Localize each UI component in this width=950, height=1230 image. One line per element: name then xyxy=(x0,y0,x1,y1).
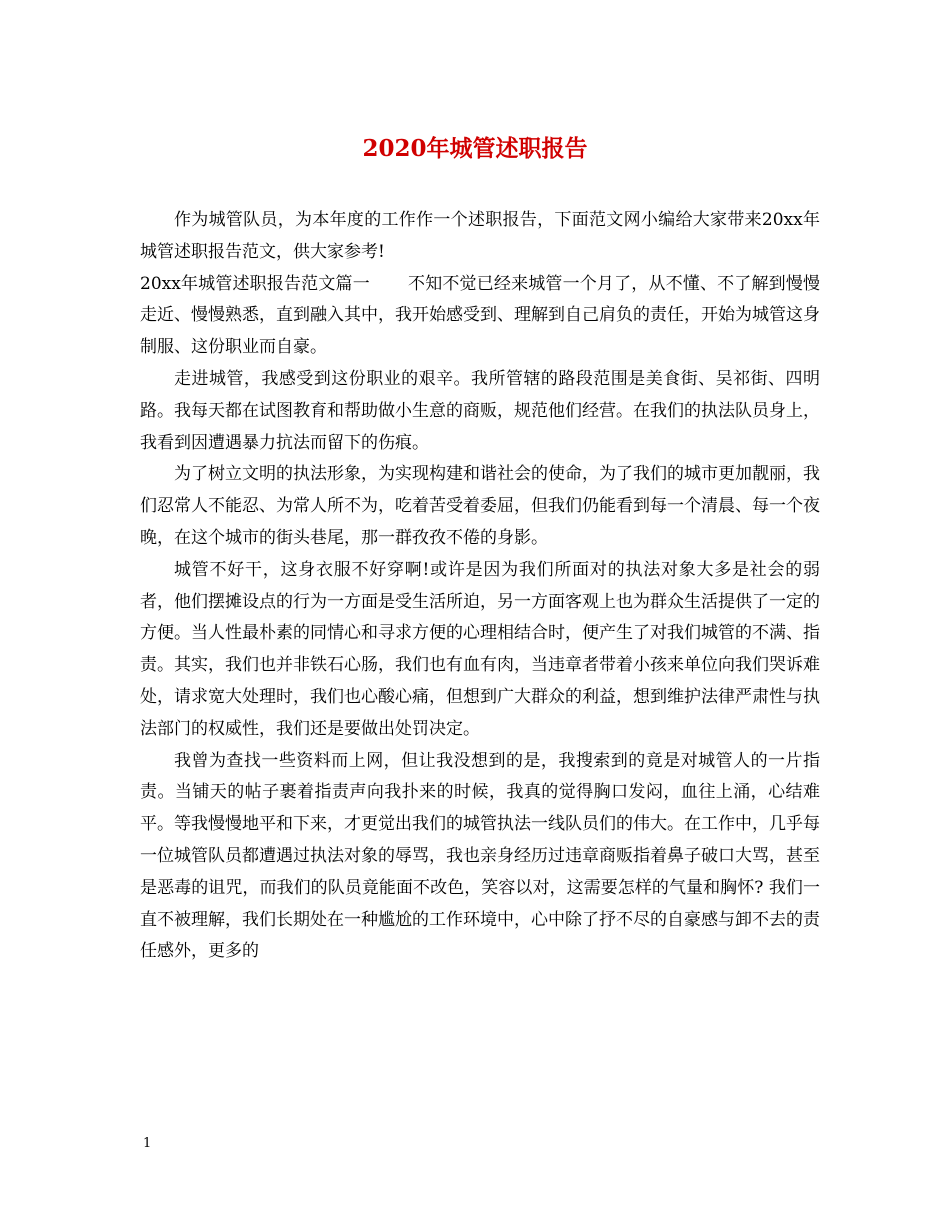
paragraph-section-one xyxy=(140,269,820,364)
section-text: 不知不觉已经来城管一个月了，从不懂、不了解到慢慢走近、慢慢熟悉，直到融入其中，我开始感受到、理解到自己肩负的责任，开始为城管这身制服、这份职业而自豪。 xyxy=(140,273,820,358)
paragraph-mission: 为了树立文明的执法形象，为实现构建和谐社会的使命，为了我们的城市更加靓丽，我们忍常人不能忍、为常人所不为，吃着苦受着委屈，但我们仍能看到每一个清晨、每一个夜晚，在这个城市的街头巷尾，那一群孜孜不倦的身影。 xyxy=(140,464,820,548)
page-number: 1 xyxy=(143,1136,152,1151)
paragraph-hardship: 走进城管，我感受到这份职业的艰辛。我所管辖的路段范围是美食街、吴祁街、四明路。我每天都在试图教育和帮助做小生意的商贩，规范他们经营。在我们的执法队员身上，我看到因遭遇暴力抗法而留下的伤痕。 xyxy=(140,368,820,453)
paragraph-intro: 作为城管队员，为本年度的工作作一个述职报告，下面范文网小编给大家带来20xx年城管述职报告范文，供大家参考! xyxy=(140,210,820,262)
document-body xyxy=(140,205,820,968)
paragraph-difficulty: 城管不好干，这身衣服不好穿啊!或许是因为我们所面对的执法对象大多是社会的弱者，他们摆摊设点的行为一方面是受生活所迫，另一方面客观上也为群众生活提供了一定的方便。当人性最朴素的同情心和寻求方便的心理相结合时，便产生了对我们城管的不满、指责。其实，我们也并非铁石心肠，我们也有血有肉，当违章者带着小孩来单位向我们哭诉难处，请求宽大处理时，我们也心酸心痛，但想到广大群众的利益，想到维护法律严肃性与执法部门的权威性，我们还是要做出处罚决定。 xyxy=(140,559,820,739)
document-title: 2020年城管述职报告 xyxy=(362,135,588,162)
paragraph-internet: 我曾为查找一些资料而上网，但让我没想到的是，我搜索到的竟是对城管人的一片指责。当铺天的帖子裹着指责声向我扑来的时候，我真的觉得胸口发闷，血往上涌，心结难平。等我慢慢地平和下来，才更觉出我们的城管执法一线队员们的伟大。在工作中，几乎每一位城管队员都遭遇过执法对象的辱骂，我也亲身经历过违章商贩指着鼻子破口大骂，甚至是恶毒的诅咒，而我们的队员竟能面不改色，笑容以对，这需要怎样的气量和胸怀? 我们一直不被理解，我们长期处在一种尴尬的工作环境中，心中除了抒不尽的自豪感与卸不去的责任感外，更多的 xyxy=(140,750,820,962)
section-heading: 20xx年城管述职报告范文篇一 xyxy=(140,273,370,294)
